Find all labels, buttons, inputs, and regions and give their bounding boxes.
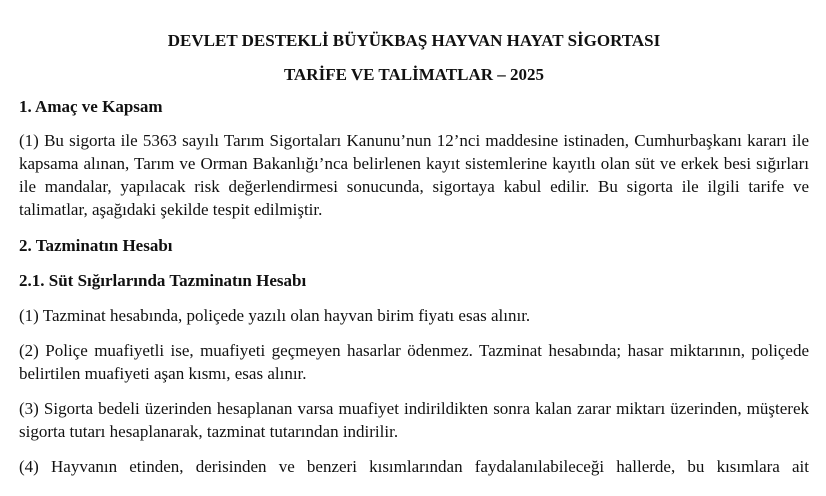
section-2-1-paragraph-3: (3) Sigorta bedeli üzerinden hesaplanan varsa muafiyet indirildikten sonra kalan zarar miktarı üzerinden, müşterek sigorta tutarı hesaplanarak, tazminat tutarından indirilir.	[19, 399, 809, 441]
section-2-1-paragraph-4: (4) Hayvanın etinden, derisinden ve benzeri kısımlarından faydalanılabileceği hallerde, bu kısımlara ait	[19, 457, 809, 476]
section-2-heading: 2. Tazminatın Hesabı	[19, 236, 173, 255]
section-1-heading: 1. Amaç ve Kapsam	[19, 97, 163, 116]
document-title: DEVLET DESTEKLİ BÜYÜKBAŞ HAYVAN HAYAT SİGORTASI	[167, 31, 661, 50]
document-subtitle: TARİFE VE TALİMATLAR – 2025	[283, 65, 545, 84]
section-2-1-heading: 2.1. Süt Sığırlarında Tazminatın Hesabı	[19, 271, 307, 290]
section-1-paragraph-1: (1) Bu sigorta ile 5363 sayılı Tarım Sigortaları Kanunu’nun 12’nci maddesine istinaden, Cumhurbaşkanı kararı ile kapsama alınan, Tarım ve Orman Bakanlığı’nca belirlenen kayıt sistemlerine kayıtlı olan süt ve erkek besi sığırları ile mandalar, yapılacak risk değerlendirmesi sonucunda, sigortaya kabul edilir. Bu sigorta ile ilgili tarife ve talimatlar, aşağıdaki şekilde tespit edilmiştir.	[19, 131, 809, 219]
section-2-1-paragraph-2: (2) Poliçe muafiyetli ise, muafiyeti geçmeyen hasarlar ödenmez. Tazminat hesabında; hasar miktarının, poliçede belirtilen muafiyeti aşan kısmı, esas alınır.	[19, 341, 809, 383]
section-2-1-paragraph-1: (1) Tazminat hesabında, poliçede yazılı olan hayvan birim fiyatı esas alınır.	[19, 306, 531, 325]
document-page	[19, 20, 809, 478]
